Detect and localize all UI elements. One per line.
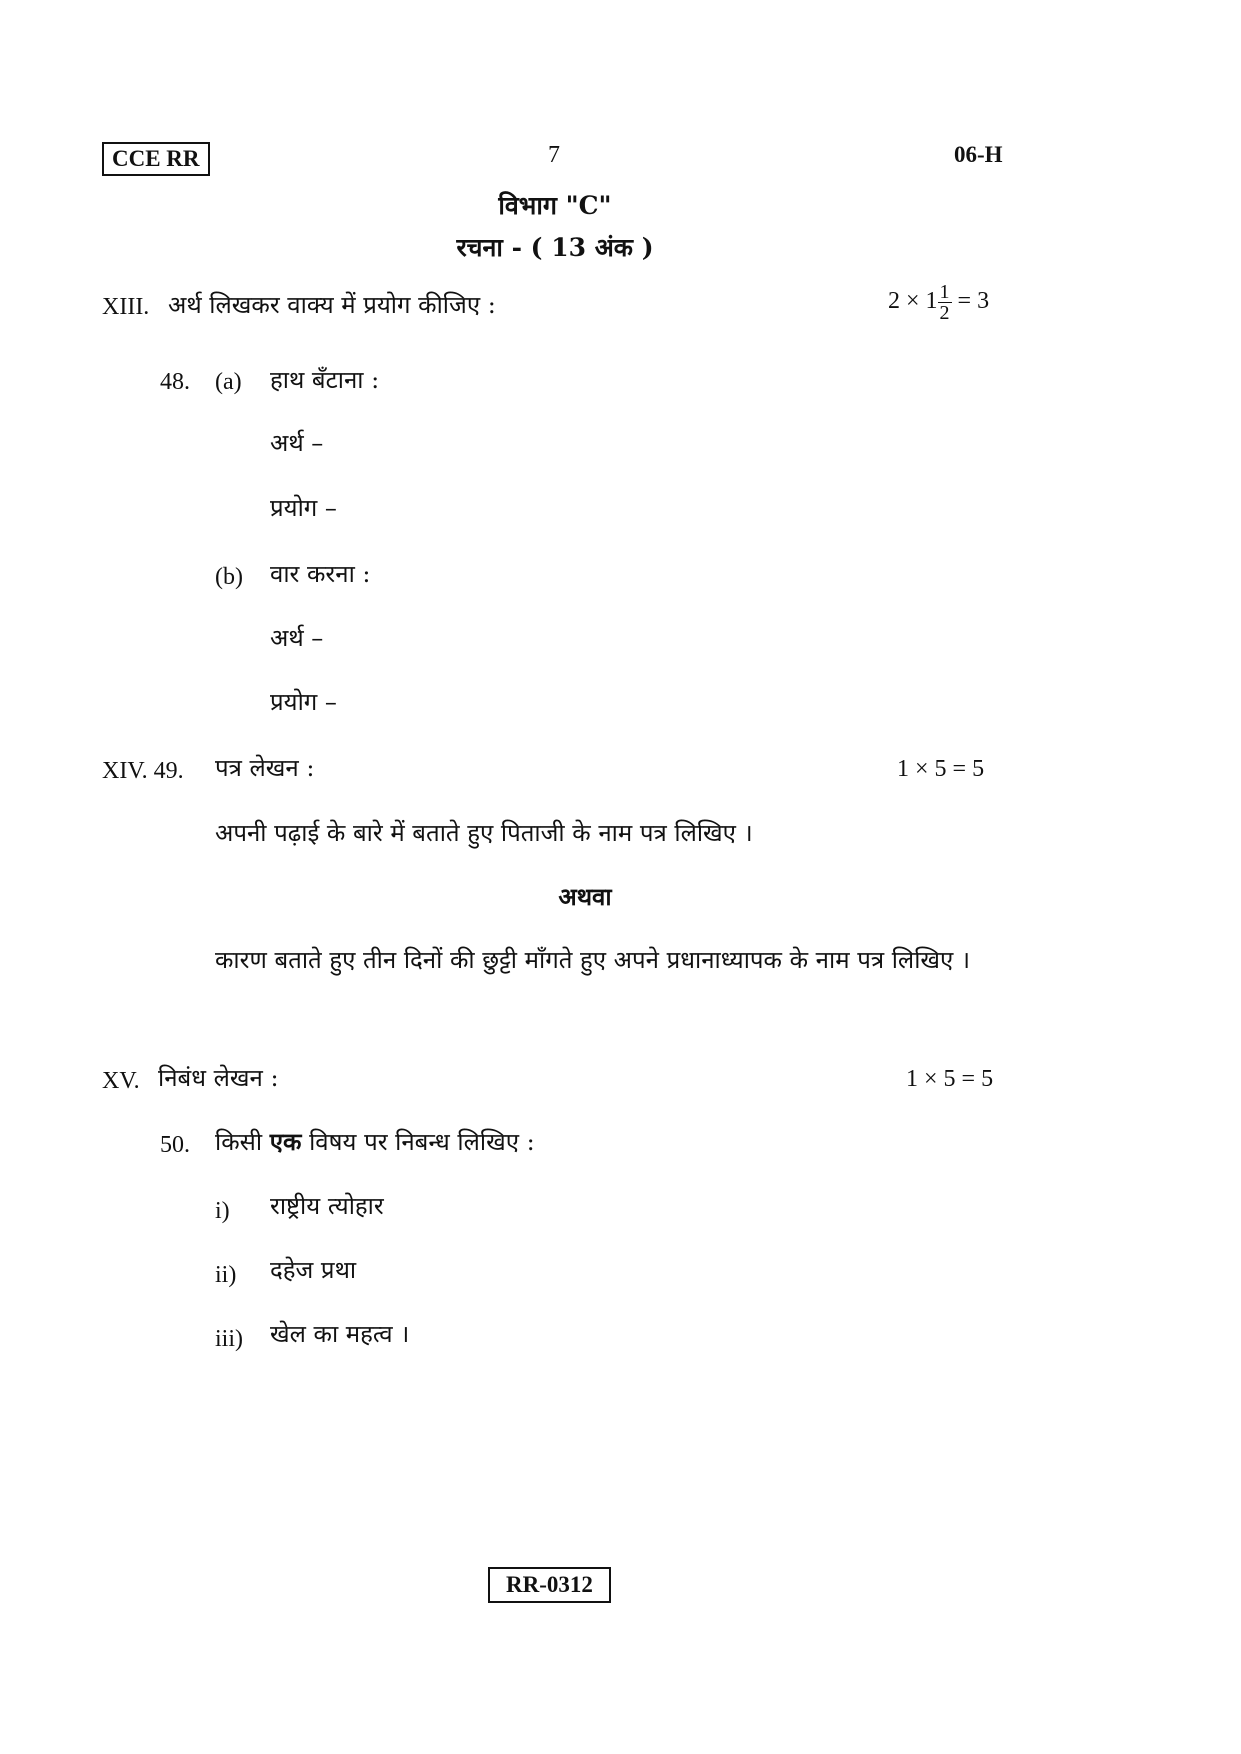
q50-instruction (215, 1127, 535, 1157)
q15-marks: 1 × 5 = 5 (906, 1066, 994, 1092)
q14-letter2: कारण बताते हुए तीन दिनों की छुट्टी माँगते हुए अपने प्रधानाध्यापक के नाम पत्र लिखिए । (215, 946, 971, 974)
topic-text: दहेज प्रथा (270, 1256, 357, 1284)
topic-text: राष्ट्रीय त्योहार (270, 1192, 384, 1220)
q14-letter1: अपनी पढ़ाई के बारे में बताते हुए पिताजी के नाम पत्र लिखिए । (215, 819, 753, 847)
topic-text: खेल का महत्व । (270, 1320, 410, 1348)
topic-label: iii) (215, 1326, 243, 1352)
section-subtitle: रचना - ( 13 अंक ) (456, 233, 654, 262)
q15-title: निबंध लेखन : (158, 1064, 279, 1092)
q48-b-label: (b) (215, 564, 243, 590)
q50-instruction-post: विषय पर निबन्ध लिखिए : (309, 1128, 535, 1156)
q48-a-meaning-label: अर्थ – (270, 429, 324, 457)
q13-marks-numerator: 1 (939, 281, 950, 303)
topic-label: ii) (215, 1262, 237, 1288)
series-code-box: CCE RR (102, 142, 210, 176)
q13-instruction: अर्थ लिखकर वाक्य में प्रयोग कीजिए : (168, 291, 496, 319)
q48-a-label: (a) (215, 369, 242, 395)
q14-number: XIV. 49. (102, 758, 184, 784)
q13-marks-fraction (938, 282, 952, 323)
q15-number: XV. (102, 1068, 140, 1094)
q48-a-usage-label: प्रयोग – (270, 494, 337, 522)
topic-label: i) (215, 1198, 230, 1224)
q48-b-phrase: वार करना : (270, 560, 371, 588)
q14-title: पत्र लेखन : (215, 754, 315, 782)
q13-marks-suffix: = 3 (957, 288, 990, 315)
q48-a-phrase: हाथ बँटाना : (270, 366, 380, 394)
footer-code-box: RR-0312 (488, 1567, 611, 1603)
paper-code: 06-H (954, 142, 1003, 167)
q50-number: 50. (160, 1132, 190, 1158)
q13-number: XIII. (102, 294, 150, 320)
page-number: 7 (548, 142, 560, 168)
section-title: विभाग "C" (498, 191, 612, 220)
q50-instruction-pre: किसी (215, 1128, 263, 1156)
q48-b-meaning-label: अर्थ – (270, 624, 324, 652)
q48-b-usage-label: प्रयोग – (270, 688, 337, 716)
q13-marks (888, 282, 989, 323)
q13-marks-denominator: 2 (939, 302, 950, 324)
q48-number: 48. (160, 369, 190, 395)
q14-marks: 1 × 5 = 5 (897, 756, 985, 782)
q14-or: अथवा (558, 882, 612, 911)
q13-marks-prefix: 2 × 1 (888, 288, 938, 315)
q50-instruction-bold: एक (269, 1127, 302, 1156)
